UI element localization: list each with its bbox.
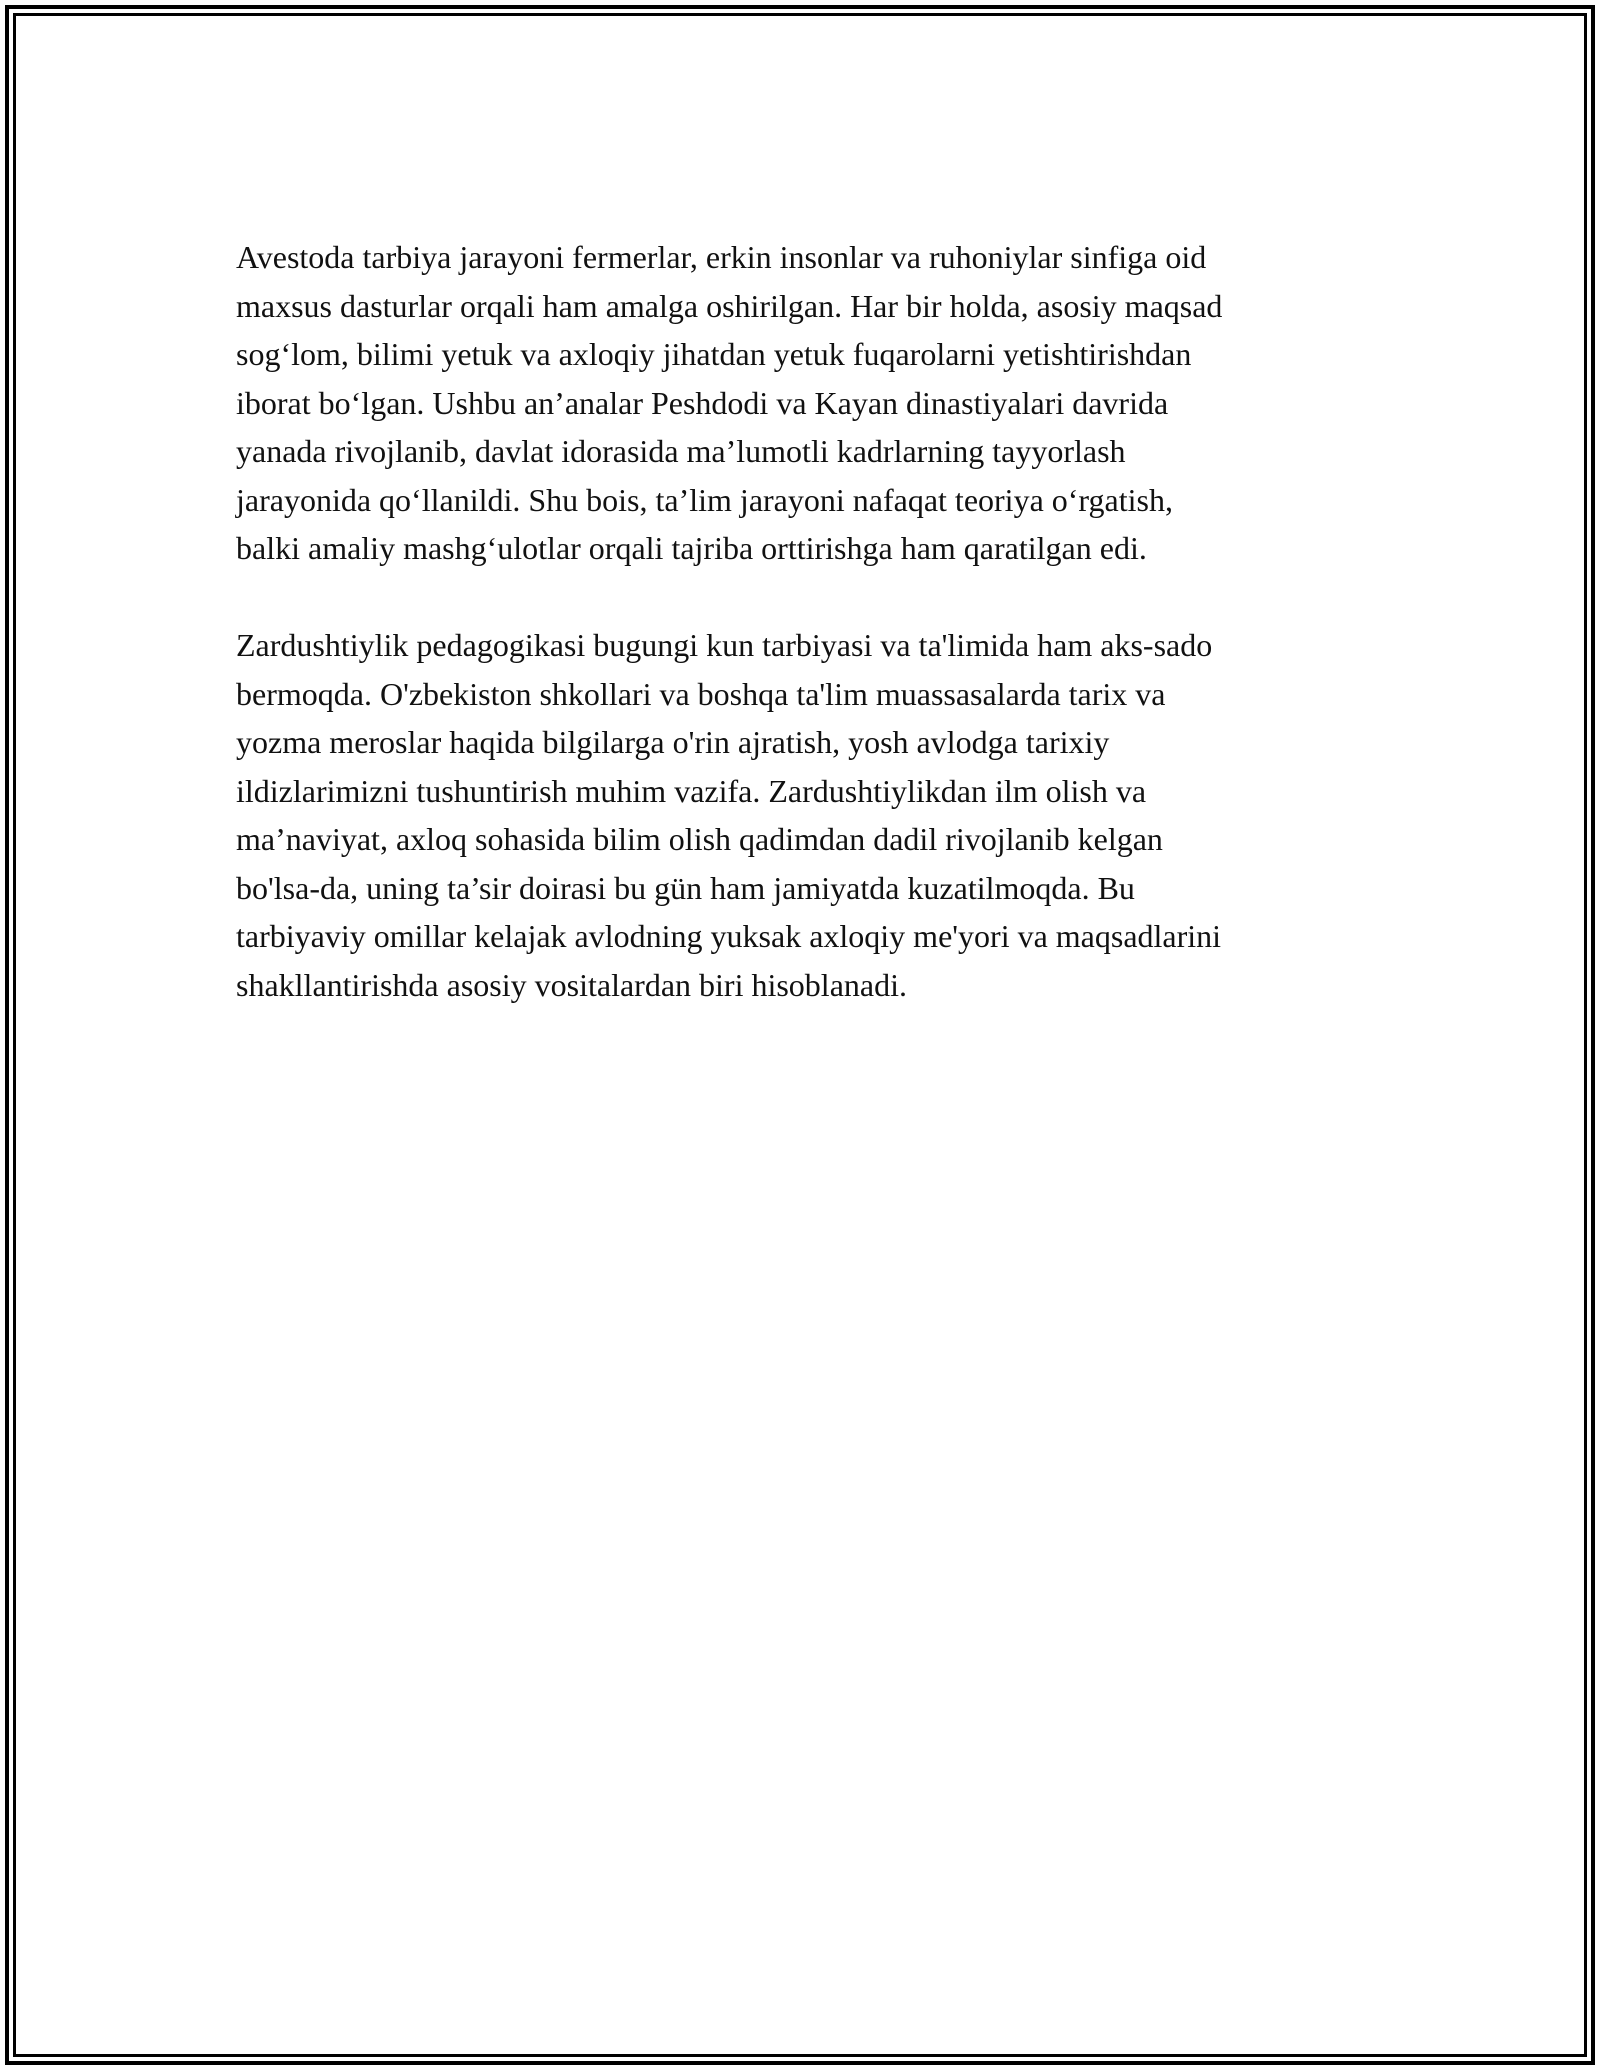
text-line: yanada rivojlanib, davlat idorasida ma’lumotli kadrlarning tayyorlash	[236, 433, 1126, 469]
text-line: maxsus dasturlar orqali ham amalga oshirilgan. Har bir holda, asosiy maqsad	[236, 287, 1223, 324]
text-line: Avestoda tarbiya jarayoni fermerlar, erkin insonlar va ruhoniylar sinfiga oid	[236, 239, 1207, 275]
text-line: balki amaliy mashg‘ulotlar orqali tajriba orttirishga ham qaratilgan edi.	[236, 530, 1147, 566]
text-line: tarbiyaviy omillar kelajak avlodning yuksak axloqiy me'yori va maqsadlarini	[236, 918, 1222, 954]
paragraph-avesto-education	[236, 233, 1386, 573]
text-line: iborat bo‘lgan. Ushbu an’analar Peshdodi va Kayan dinastiyalari davrida	[236, 384, 1169, 421]
text-line: sog‘lom, bilimi yetuk va axloqiy jihatdan yetuk fuqarolarni yetishtirishdan	[236, 336, 1192, 372]
paragraph-spacer	[236, 573, 1386, 622]
text-line: bermoqda. O'zbekiston shkollari va boshqa ta'lim muassasalarda tarix va	[236, 675, 1166, 712]
document-body	[236, 233, 1386, 1009]
text-line: shakllantirishda asosiy vositalardan biri hisoblanadi.	[236, 966, 907, 1003]
text-line: ma’naviyat, axloq sohasida bilim olish qadimdan dadil rivojlanib kelgan	[236, 821, 1163, 857]
text-line: bo'lsa-da, uning ta’sir doirasi bu gün ham jamiyatda kuzatilmoqda. Bu	[236, 869, 1135, 906]
text-line: yozma meroslar haqida bilgilarga o'rin ajratish, yosh avlodga tarixiy	[236, 724, 1110, 760]
text-line: jarayonida qo‘llanildi. Shu bois, ta’lim jarayoni nafaqat teoriya o‘rgatish,	[236, 481, 1173, 518]
text-line: Zardushtiylik pedagogikasi bugungi kun tarbiyasi va ta'limida ham aks-sado	[236, 627, 1213, 663]
paragraph-zoroastrian-pedagogy	[236, 621, 1386, 1009]
text-line: ildizlarimizni tushuntirish muhim vazifa. Zardushtiylikdan ilm olish va	[236, 772, 1147, 809]
